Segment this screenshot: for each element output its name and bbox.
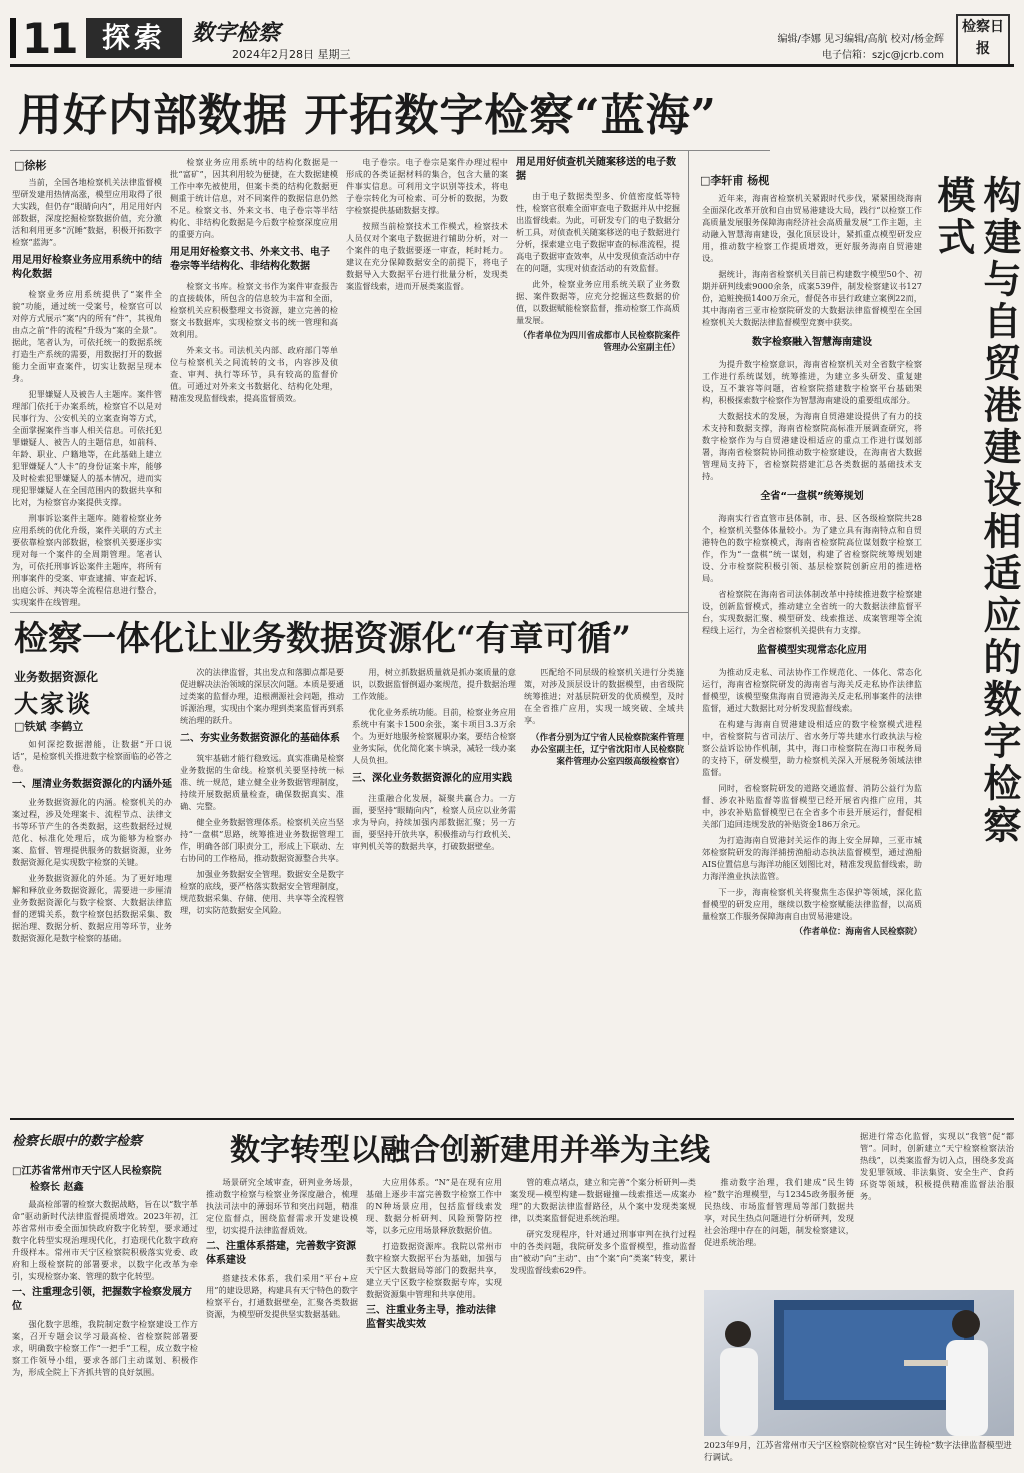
paragraph: 检察业务应用系统中的结构化数据是一批“富矿”，因其利用较为便捷，在大数据建模工作中率先被使用，但案卡类的结构化数据更侧重于统计信息，对不同案件的数据信息仍然不足。检察文书、外来文书、电子卷宗等半结构化、非结构化数据是今后数字检察深度应用的重要方向。 <box>170 157 338 239</box>
article4-rubric: 检察长眼中的数字检察 <box>12 1134 143 1149</box>
article2-title: 检察一体化让业务数据资源化“有章可循” <box>14 619 632 659</box>
paragraph: 强化数字思维，我院制定数字检察建设工作方案，召开专题会议学习最高检、省检察院部署要求，明确数字检察工作“一把手”工程，成立数字检察工作领导小组，要求各部门主动谋划、积极作为，形成全院上下齐抓共管的良好氛围。 <box>12 1319 198 1377</box>
subheading: 监督模型实现常态化应用 <box>757 645 867 656</box>
paragraph: 外来文书。司法机关内部、政府部门等单位与检察机关之间流转的文书，内容涉及侦查、审判、执行等环节，具有较高的监督价值。可通过对外来文书数据化、结构化处理，精准发现监督线索，提高监督质效。 <box>170 345 338 403</box>
paragraph: 筑牢基础才能行稳致远。真实准确是检察业务数据的生命线。检察机关要坚持统一标准、统一规范，建立健全业务数据管理制度，持续开展数据质量检查，确保数据真实、准确、完整。 <box>180 753 344 811</box>
article1-credit: （作者单位为四川省成都市人民检察院案件管理办公室副主任） <box>518 331 680 353</box>
newspaper-logo: 检察日报 <box>956 14 1010 66</box>
desk-shape <box>904 1360 948 1366</box>
page-number: 11 <box>10 18 76 60</box>
paragraph: 检察业务应用系统提供了“案件全貌”功能，通过统一受案号，检察官可以对停方式展示“案”内的所有“件”，其视角由点之前“件的流程”升级为“案的全景”。据此，笔者认为，可依托统一的数据系统打造生产系统的需要，用数据打开的数据能力全面审查案件，切实让数据呈现本身。 <box>12 289 162 383</box>
paragraph: 推动数字治理，我们建成“民生铸检”数字治理模型，与12345政务服务便民热线、市场监督管理局等部门数据共享，对民生热点问题进行分析研判，发现社会治理中存在的问题，制发检察建议，促进系统治理。 <box>704 1177 854 1247</box>
article1-byline: □徐彬 <box>14 159 47 172</box>
article1-col1 <box>12 176 162 656</box>
paragraph: 业务数据资源化的外延。为了更好地理解和释放业务数据资源化，需要进一步厘清业务数据资源化与数字检察、大数据法律监督的逻辑关系，数字检察包括数据采集、数据治理、数据分析、数据应用等环节，业务数据资源化是数字检察的基础。 <box>12 873 172 943</box>
subheading: 一、厘清业务数据资源化的内涵外延 <box>12 779 172 790</box>
paragraph: 为推动反走私、司法协作工作规范化、一体化、常态化运行，海南省检察院研发的海南省与海关反走私协作法律监督模型，该模型聚焦海南自贸港海关反走私刑事案件的法律监督，通过大数据比对分析发现监督线索。 <box>702 667 922 713</box>
paragraph: 此外，检察业务应用系统关联了业务数据、案件数据等，应充分挖掘这些数据的价值，以数据赋能检察监督，推动检察工作高质量发展。 <box>516 279 680 325</box>
paragraph: 为打造海南自贸港封关运作的海上安全屏障，三亚市城郊检察院研发的海洋捕捞渔船动态执法监督模型，通过渔船AIS位置信息与海洋功能区划图比对，精准发现监督线索，助力海洋渔业执法监管。 <box>702 835 922 881</box>
article1-col2 <box>170 156 338 656</box>
subheading: 全省“一盘棋”统筹规划 <box>760 491 864 502</box>
email-line: 电子信箱：szjc@jcrb.com <box>821 50 944 61</box>
paragraph: 大数据技术的发展，为海南自贸港建设提供了有力的技术支持和数据支撑，海南省检察院高标准开展调查研究，将数字检察作为与自贸港建设相适应的重点工作进行谋划部署，海南省检察院协同推动数字检察建设，在海南省大数据管理局支持下，省检察院搭建汇总各类数据的基础技术支持。 <box>702 411 922 481</box>
paragraph: 同时，省检察院研发的道路交通监督、消防公益行为监督、涉农补贴监督等监督模型已经开展省内推广应用，其中，涉农补贴监督模型已在全省多个市县开展运行，督促相关部门追回违规发放的补贴资金186万余元。 <box>702 783 922 829</box>
article4-col4 <box>510 1176 696 1468</box>
divider <box>10 612 688 613</box>
article1-col3 <box>346 156 508 656</box>
article4-byline-org: □江苏省常州市天宁区人民检察院 <box>12 1166 162 1177</box>
person-body-right <box>946 1340 988 1436</box>
paragraph: 由于电子数据类型多、价值密度低等特性，检察官很难全面审查电子数据并从中挖掘出监督线索。为此，可研发专门的电子数据分析工具，对侦查机关随案移送的电子数据进行分析，探索建立电子数据审查的标准流程，提高电子数据审查效率，从中发现侦查活动中存在的问题，实现对侦查活动的有效监督。 <box>516 191 680 273</box>
paragraph: 刑事诉讼案件主题库。随着检察业务应用系统的优化升级，案件关联的方式主要依靠检察内部数据，检察机关要逐步实现对每一个案件的全周期管理。笔者认为，可依托刑事诉讼案件主题库，将所有刑事案件的受案、审查逮捕、审查起诉、出庭公诉、判决等全流程信息进行整合，实现案件在线管理。 <box>12 513 162 607</box>
divider <box>10 150 770 151</box>
paragraph: 大应用体系。“N”是在现有应用基础上逐步丰富完善数字检察工作中的N种场景应用，包括监督线索发现、数据分析研判、风险预警防控等，以多元应用场景释放数据价值。 <box>366 1177 502 1235</box>
article4-col2 <box>206 1176 358 1468</box>
person-body-left <box>720 1348 758 1436</box>
paragraph: 业务数据资源化的内涵。检察机关的办案过程，涉及处理案卡、流程节点、法律文书等环节产生的各类数据，这些数据经过规范化、标准化处理后，成为能够为检察办案、监督、管理提供服务的数据资源，业务数据资源化是实现数字检察的关键。 <box>12 797 172 867</box>
paragraph: 按照当前检察技术工作模式，检察技术人员仅对个案电子数据进行辅助分析，对一个案件的电子数据要逐一审查，耗时耗力。建议在充分保障数据安全的前提下，将电子数据导入大数据平台进行批量分析，发现类案监督线索，进而开展类案监督。 <box>346 221 508 291</box>
paragraph: 为提升数字检察意识，海南省检察机关对全省数字检察工作进行系统谋划，统筹推进，为建立多头研发、重复建设，互不兼容等问题，省检察院搭建数字检察平台基础架构，积极探索数字检察作为智慧海南建设的重要组成部分。 <box>702 359 922 405</box>
paragraph: 注重融合化发展，凝聚共赢合力。一方面，要坚持“眼睛向内”，检察人员应以业务需求为导向，持续加强内部数据汇聚；另一方面，要坚持开放共享，积极推动与行政机关、审判机关等的数据共享，打破数据壁垒。 <box>352 793 516 851</box>
paragraph: 场景研究全域审查，研判业务场景，推动数字检察与检察业务深度融合，梳理执法司法中的薄弱环节和突出问题，精准定位监督点，围绕监督需求开发建设模型，切实提升法律监督质效。 <box>206 1177 358 1235</box>
issue-date: 2024年2月28日 星期三 <box>232 48 351 61</box>
photo-caption: 2023年9月，江苏省常州市天宁区检察院检察官对“民生铸检”数字法律监督模型进行调试。 <box>704 1441 1012 1463</box>
article2-byline: □铁斌 李鹤立 <box>14 720 84 733</box>
article3-title: 构建与自贸港建设相适应的数字检察模式 <box>931 175 1022 847</box>
paragraph: 据统计，海南省检察机关目前已构建数字模型50个、初期并研判线索9000余条，成案539件，制发检察建议书127份，追赃挽损1400万余元，督促各市县行政建立案例22而，其中海南省三亚市检察院研发的大数据法律监督模型在全国检察机关大数据法律监督模型竞赛中获奖。 <box>702 269 922 327</box>
paragraph: 电子卷宗。电子卷宗是案件办理过程中形成的各类证据材料的集合，包含大量的案件事实信息。可利用文字识别等技术，将电子卷宗转化为可检索、可分析的数据，为数字检察提供基础数据支撑。 <box>346 157 508 215</box>
editors-line: 编辑/李娜 见习编辑/高航 校对/杨金辉 <box>777 34 944 45</box>
paragraph: 加强业务数据安全管理。数据安全是数字检察的底线，要严格落实数据安全管理制度，规范数据采集、存储、使用、共享等全流程管理，切实防范数据安全风险。 <box>180 869 344 915</box>
paragraph: 优化业务系统功能。目前，检察业务应用系统中有案卡1500余张，案卡项目3.3万余个。为更好地服务检察履职办案，要结合检察业务实际，优化简化案卡填录，减轻一线办案人员负担。 <box>352 707 516 765</box>
article4-col3 <box>366 1176 502 1468</box>
paragraph: 海南实行省直管市县体制，市、县、区各级检察院共28个，检察机关整体体量较小。为了建立具有海南特点和自贸港特色的数字检察模式，海南省检察院高位谋划数字检察工作，作为“一盘棋”统一谋划，构建了省检察院统筹规划建设、分市检察院积极引领、基层检察院创新应用的推进格局。 <box>702 513 922 583</box>
person-head-left <box>725 1321 751 1347</box>
article4-col1 <box>12 1198 198 1468</box>
paragraph: 研究发现程序，针对通过刑事审判在执行过程中的各类问题，我院研发多个监督模型，推动监督由“被动”向“主动”、由“个案”向“类案”转变，累计发现监督线索629件。 <box>510 1229 696 1275</box>
paragraph: 在构建与海南自贸港建设相适应的数字检察模式进程中，省检察院与省司法厅、省水务厅等共建水行政执法与检察公益诉讼协作机制，其中，海口市检察院在海口市税务局的支持下，研发模型，助力检察机关深入开展税务领域法律监督。 <box>702 719 922 777</box>
subheading: 用足用好检察业务应用系统中的结构化数据 <box>12 255 162 280</box>
subheading: 一、注重理念引领，把握数字检察发展方位 <box>12 1287 192 1312</box>
subheading: 三、深化业务数据资源化的应用实践 <box>352 773 512 784</box>
article4-col5 <box>704 1176 854 1286</box>
paragraph: 匹配给不同层级的检察机关进行分类施策，对涉及顶层设计的数据模型，由省级院统筹推进；对基层院研发的优质模型，及时在全省推广应用，实现一域突破、全域共享。 <box>524 667 684 725</box>
paragraph: 犯罪嫌疑人及被告人主题库。案件管理部门依托于办案系统，检察官不以是对民事行为、公安机关的立案查询等方式，全面掌握案件当事人相关信息。可依托犯罪嫌疑人、被告人的主题信息，如前科、年龄、职业、户籍地等，在此基础上建立犯罪嫌疑人“人卡”的身份证案卡库，能够及时检索犯罪嫌疑人的基本情况，进而实现犯罪嫌疑人在全国范围内的数据共享和比对，为检察官办案提供支撑。 <box>12 389 162 507</box>
subheading: 二、夯实业务数据资源化的基础体系 <box>180 733 340 744</box>
paragraph: 省检察院在海南省司法体制改革中持续推进数字检察建设，创新监督模式，推动建立全省统一的大数据法律监督平台，实现数据汇聚、模型研发、线索推送、成案管理等全流程线上运行，为全省检察机关提供有力支撑。 <box>702 589 922 635</box>
paragraph: 打造数据资源库。我院以常州市数字检察大数据平台为基础，加强与天宁区大数据局等部门的数据共享，建立天宁区数字检察数据专库，实现数据资源集中管理和共享使用。 <box>366 1241 502 1299</box>
paragraph: 检察文书库。检察文书作为案件审查报告的直接载体，所包含的信息较为丰富和全面，检察机关应积极整理文书资源，建立完善的检察文书数据库，实现检察文书的统一管理和高效利用。 <box>170 281 338 339</box>
article3-byline: □李轩甫 杨枧 <box>700 174 770 187</box>
paragraph: 搭建技术体系，我们采用“平台+应用”的建设思路，构建具有天宁特色的数字检察平台，打通数据壁垒，汇聚各类数据资源，为模型研发提供坚实数据基础。 <box>206 1273 358 1319</box>
article4-title: 数字转型以融合创新建用并举为主线 <box>230 1133 710 1168</box>
article4-col6 <box>860 1130 1014 1286</box>
paragraph: 健全业务数据管理体系。检察机关应当坚持“一盘棋”思路，统筹推进业务数据管理工作，明确各部门职责分工，形成上下联动、左右协同的工作格局，推动数据资源整合共享。 <box>180 817 344 863</box>
news-photo <box>704 1290 1014 1436</box>
screen-panel <box>784 1310 964 1400</box>
paragraph: 管的难点堵点，建立和完善“个案分析研判—类案发现—模型构建—数据碰撞—线索推送—成案办理”的大数据法律监督路径，从个案中发现类案规律，以类案监督促进系统治理。 <box>510 1177 696 1223</box>
article1-col4 <box>516 156 680 656</box>
subheading: 三、注重业务主导，推动法律监督实战实效 <box>366 1305 496 1330</box>
paragraph: 最高检部署的检察大数据战略，旨在以“数字革命”驱动新时代法律监督提质增效。2023年初，江苏省常州市委全面加快政府数字化转型，要求通过数字化转型实现治理现代化，打造现代化数字政府升级样本。常州市天宁区检察院积极落实党委、政府和上级检察院的部署要求，以数字化改革为牵引，实现检察办案、管理的数字化转型。 <box>12 1199 198 1281</box>
paragraph: 当前，全国各地检察机关法律监督模型研发建用热情高涨，模型应用取得了很大实践，但仍存“眼睛向内”，用足用好内部数据，深度挖掘检察数据价值，充分激活和利用更多“沉睡”数据，积极开拓数字检察“蓝海”。 <box>12 177 162 247</box>
rubric-top: 业务数据资源化 <box>14 670 99 684</box>
subheading: 二、注重体系搭建，完善数字资源体系建设 <box>206 1241 356 1266</box>
divider <box>10 1118 1014 1120</box>
article3-credit: （作者单位：海南省人民检察院） <box>794 927 922 937</box>
article1-title: 用好内部数据 开拓数字检察“蓝海” <box>18 90 717 141</box>
subheading: 用足用好检察文书、外来文书、电子卷宗等半结构化、非结构化数据 <box>170 247 330 272</box>
paragraph: 据进行常态化监督，实现以“我管”促“都管”。同时，创新建立“天宁检察检察法治热线”，以类案监督为切入点，围绕多发高发犯罪领域、非法集资、安全生产、食药环资等领域，积极提供精准监督法治服务。 <box>860 1131 1014 1201</box>
paragraph: 如何深挖数据潜能，让数据“开口说话”，是检察机关推进数字检察面临的必答之卷。 <box>12 739 172 773</box>
paragraph: 近年来，海南省检察机关紧跟时代步伐，紧紧围绕海南全面深化改革开放和自由贸易港建设大局，践行“以检察工作高质量发展服务保障海南经济社会高质量发展”工作主题，主动融入智慧海南建设，强化顶层设计，紧抓重点模型研发应用，推动数字检察工作提质增效，更好服务海南自贸港建设。 <box>702 193 922 263</box>
subheading: 用足用好侦查机关随案移送的电子数据 <box>516 157 676 182</box>
paragraph: 次的法律监督，其出发点和落脚点都是要促进解决法治领域的深层次问题。本质是要通过类案的监督办理，追根溯源社会问题，推动诉源治理，实现由个案办理到类案监督再到系统治理的跃升。 <box>180 667 344 725</box>
paragraph: 下一步，海南检察机关将聚焦生态保护等领域，深化监督模型的研发应用，继续以数字检察赋能法律监督，以高质量检察工作服务保障海南自由贸易港建设。 <box>702 887 922 921</box>
column-name: 数字检察 <box>192 21 281 46</box>
header-rule <box>10 64 1014 67</box>
paragraph: 用，树立抓数据质量就是抓办案质量的意识，以数据监督倒逼办案规范，提升数据治理工作效能。 <box>352 667 516 701</box>
section-tag: 探索 <box>86 18 182 58</box>
article4-byline-title: 检察长 赵鑫 <box>30 1182 84 1193</box>
rubric-bottom: 大家谈 <box>14 690 92 718</box>
article2-credit: （作者分别为辽宁省人民检察院案件管理办公室副主任，辽宁省沈阳市人民检察院案件管理办公室四级高级检察官） <box>530 733 684 767</box>
subheading: 数字检察融入智慧海南建设 <box>752 337 872 348</box>
person-head-right <box>952 1310 980 1338</box>
photo-illustration <box>704 1290 1014 1436</box>
